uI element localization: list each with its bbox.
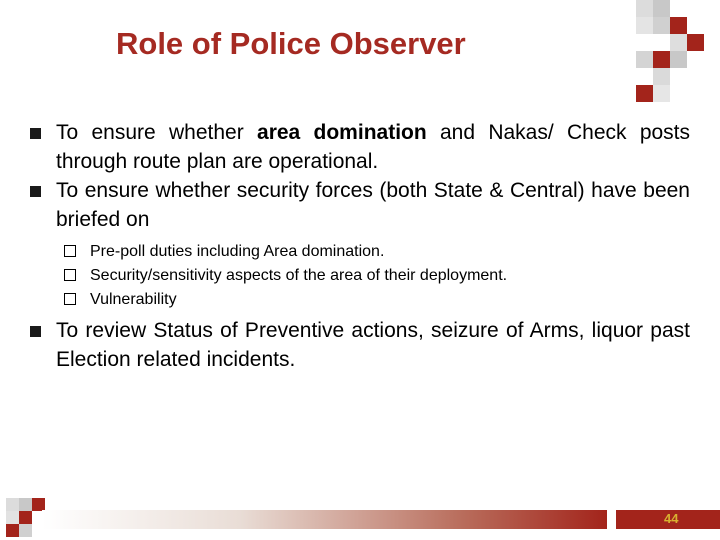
sub-bullet-item [64,240,690,264]
bullet-item [26,176,690,234]
sub-bullet-text: Vulnerability [90,291,177,308]
corner-decoration [636,0,720,120]
footer-gradient-bar [42,510,607,529]
bullet-bold-text: area domination [257,121,427,144]
sub-bullet-list [64,240,690,312]
bullet-list [26,118,690,374]
checkbox-bullet-icon [64,269,76,281]
sub-bullet-text: Pre-poll duties including Area domination. [90,243,385,260]
bullet-text: To review Status of Preventive actions, seizure of Arms, liquor past Election related incidents. [56,319,690,371]
checkbox-bullet-icon [64,293,76,305]
checkbox-bullet-icon [64,245,76,257]
square-bullet-icon [30,186,41,197]
sub-bullet-text: Security/sensitivity aspects of the area of their deployment. [90,267,508,284]
sub-bullet-item [64,288,690,312]
square-bullet-icon [30,326,41,337]
sub-bullet-item [64,264,690,288]
bullet-text: and Nakas/ Check posts through route plan are operational. [56,121,691,173]
page-number: 44 [664,511,679,526]
bullet-text: To ensure whether security forces (both State & Central) have been briefed on [56,179,690,231]
square-bullet-icon [30,128,41,139]
bullet-item [26,118,690,176]
slide-title: Role of Police Observer [116,26,466,61]
bullet-item [26,316,690,374]
bullet-text: To ensure whether [56,121,258,144]
